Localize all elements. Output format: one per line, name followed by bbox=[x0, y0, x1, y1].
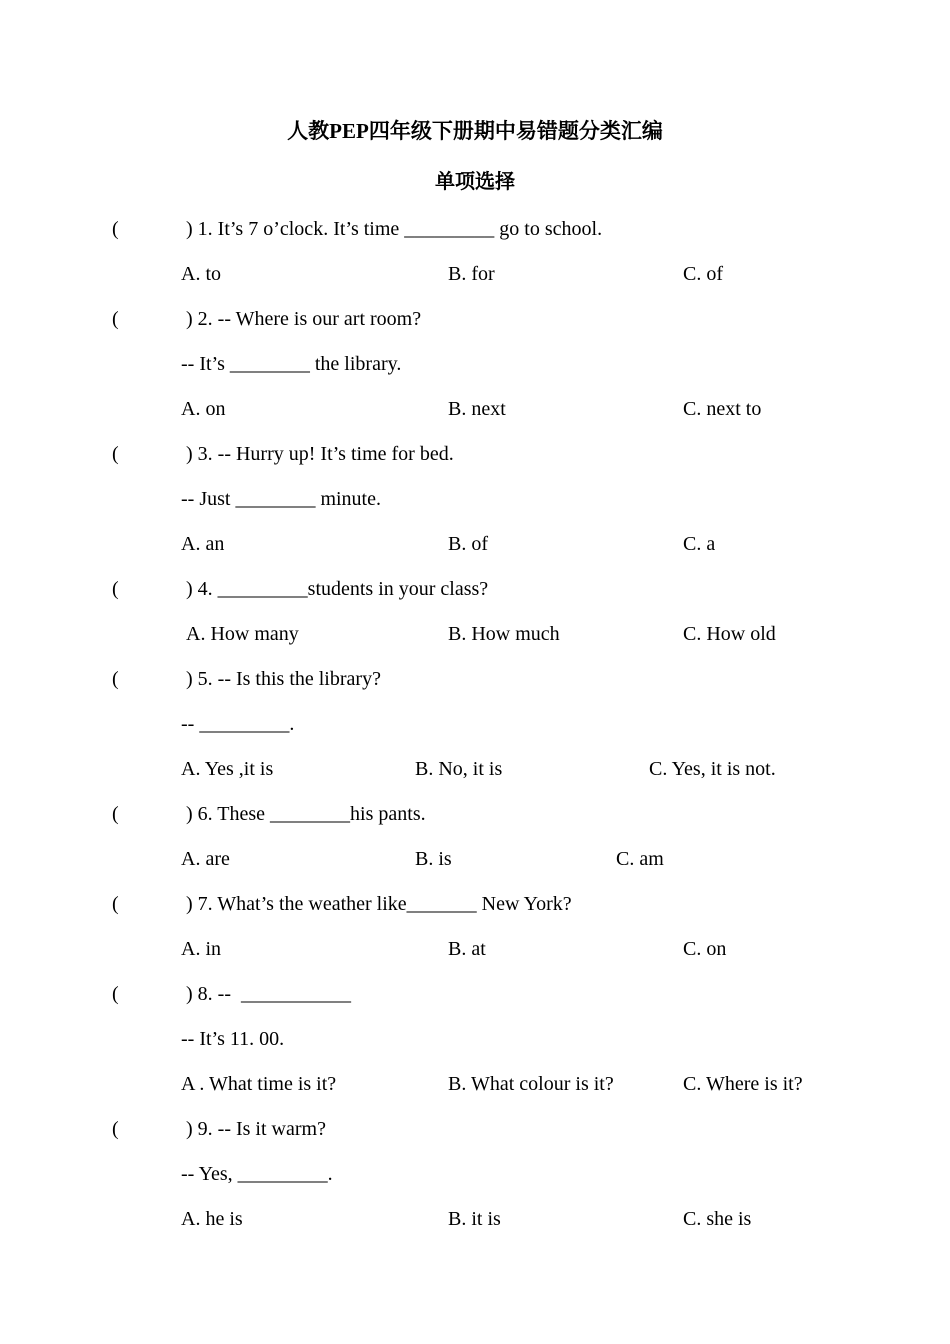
option-a: A . What time is it? bbox=[181, 1073, 337, 1095]
answer-paren: ( bbox=[112, 803, 119, 825]
option-a: A. on bbox=[181, 398, 226, 420]
answer-paren: ( bbox=[112, 1118, 119, 1140]
answer-paren: ( bbox=[112, 893, 119, 915]
section-title: 单项选择 bbox=[435, 171, 515, 193]
option-b: B. next bbox=[448, 398, 506, 420]
option-c: C. she is bbox=[683, 1208, 752, 1230]
question-follow: -- It’s ________ the library. bbox=[181, 353, 402, 375]
answer-paren: ( bbox=[112, 308, 119, 330]
option-b: B. What colour is it? bbox=[448, 1073, 614, 1095]
question-stem: ) 3. -- Hurry up! It’s time for bed. bbox=[186, 443, 454, 465]
option-b: B. for bbox=[448, 263, 495, 285]
question-follow: -- _________. bbox=[181, 713, 295, 735]
page-title: 人教PEP四年级下册期中易错题分类汇编 bbox=[287, 119, 663, 143]
option-a: A. are bbox=[181, 848, 230, 870]
option-b: B. at bbox=[448, 938, 486, 960]
option-c: C. Yes, it is not. bbox=[649, 758, 776, 780]
question-stem: ) 7. What’s the weather like_______ New York? bbox=[186, 893, 572, 915]
option-c: C. am bbox=[616, 848, 664, 870]
question-follow: -- It’s 11. 00. bbox=[181, 1028, 285, 1050]
option-a: A. an bbox=[181, 533, 225, 555]
option-b: B. of bbox=[448, 533, 488, 555]
answer-paren: ( bbox=[112, 218, 119, 240]
option-a: A. to bbox=[181, 263, 221, 285]
option-c: C. on bbox=[683, 938, 727, 960]
question-stem: ) 9. -- Is it warm? bbox=[186, 1118, 326, 1140]
option-c: C. of bbox=[683, 263, 723, 285]
question-stem: ) 4. _________students in your class? bbox=[186, 578, 489, 600]
answer-paren: ( bbox=[112, 668, 119, 690]
question-follow: -- Yes, _________. bbox=[181, 1163, 333, 1185]
option-b: B. is bbox=[415, 848, 452, 870]
question-stem: ) 8. -- ___________ bbox=[186, 983, 351, 1005]
question-stem: ) 6. These ________his pants. bbox=[186, 803, 426, 825]
option-b: B. No, it is bbox=[415, 758, 503, 780]
option-c: C. How old bbox=[683, 623, 776, 645]
answer-paren: ( bbox=[112, 983, 119, 1005]
option-b: B. How much bbox=[448, 623, 560, 645]
option-a: A. Yes ,it is bbox=[181, 758, 274, 780]
option-c: C. a bbox=[683, 533, 716, 555]
option-b: B. it is bbox=[448, 1208, 501, 1230]
option-a: A. in bbox=[181, 938, 221, 960]
option-a: A. he is bbox=[181, 1208, 243, 1230]
question-stem: ) 5. -- Is this the library? bbox=[186, 668, 381, 690]
question-stem: ) 1. It’s 7 o’clock. It’s time _________ go to school. bbox=[186, 218, 603, 240]
answer-paren: ( bbox=[112, 578, 119, 600]
question-stem: ) 2. -- Where is our art room? bbox=[186, 308, 422, 330]
question-follow: -- Just ________ minute. bbox=[181, 488, 381, 510]
option-c: C. Where is it? bbox=[683, 1073, 803, 1095]
option-a: A. How many bbox=[186, 623, 299, 645]
option-c: C. next to bbox=[683, 398, 762, 420]
answer-paren: ( bbox=[112, 443, 119, 465]
